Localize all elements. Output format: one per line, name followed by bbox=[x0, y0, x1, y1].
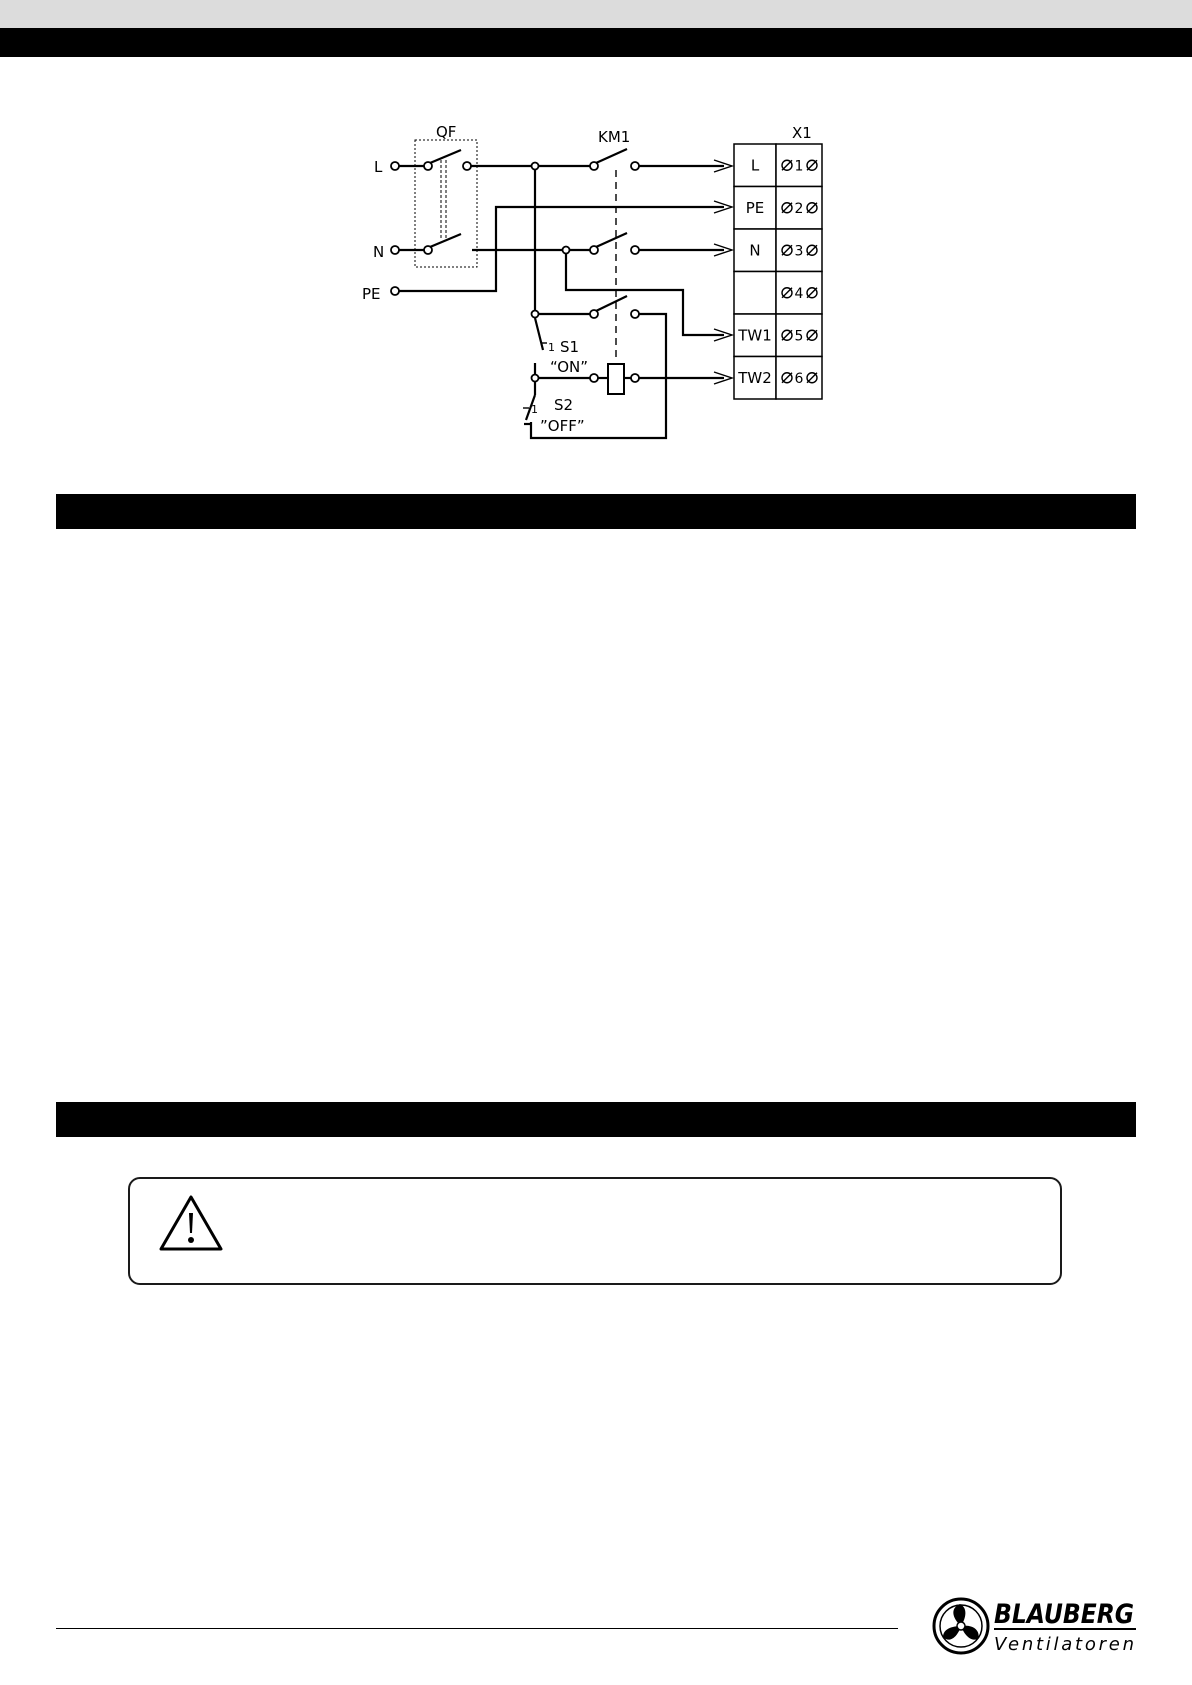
terminal-number: 6 bbox=[794, 370, 804, 387]
terminal-l-in bbox=[391, 162, 399, 170]
input-l-label: L bbox=[374, 158, 383, 176]
s1-state: “ON” bbox=[550, 358, 589, 376]
warning-triangle-icon bbox=[158, 1193, 224, 1253]
km1-label: KM1 bbox=[598, 128, 631, 146]
logo-brand: BLAUBERG bbox=[994, 1599, 1134, 1630]
s2-state: ”OFF” bbox=[540, 417, 585, 435]
qf-label: QF bbox=[436, 123, 457, 141]
terminal-number: 4 bbox=[794, 285, 804, 302]
warning-box bbox=[128, 1177, 1062, 1285]
terminal-number: 1 bbox=[794, 158, 804, 175]
footer-rule bbox=[56, 1628, 898, 1629]
terminal-number: 2 bbox=[794, 200, 804, 217]
terminal-number: 3 bbox=[794, 243, 804, 260]
s2-label: S2 bbox=[554, 396, 574, 414]
fan-logo-icon bbox=[934, 1599, 988, 1653]
section-header-bar bbox=[56, 1102, 1136, 1137]
terminal-name: PE bbox=[745, 198, 765, 217]
terminal-pe-in bbox=[391, 287, 399, 295]
input-pe-label: PE bbox=[362, 285, 381, 303]
blauberg-logo bbox=[930, 1590, 1140, 1658]
x1-label: X1 bbox=[792, 124, 812, 142]
terminal-number: 5 bbox=[794, 328, 804, 345]
terminal-name: N bbox=[749, 241, 761, 260]
logo-tagline: Ventilatoren bbox=[994, 1634, 1134, 1655]
s1-label: S1 bbox=[560, 338, 580, 356]
terminal-n-in bbox=[391, 246, 399, 254]
x1-terminal-block bbox=[734, 144, 822, 399]
s2-contact-mark: 1 bbox=[531, 403, 538, 416]
terminal-name: TW1 bbox=[738, 326, 772, 345]
terminal-name: TW2 bbox=[738, 368, 772, 387]
terminal-name: L bbox=[750, 156, 760, 175]
terminal-name-cell bbox=[734, 272, 776, 315]
section-header-bar bbox=[56, 494, 1136, 529]
s1-contact-mark: 1 bbox=[548, 341, 555, 354]
input-n-label: N bbox=[373, 243, 385, 261]
km1-coil bbox=[608, 364, 624, 394]
wiring-diagram bbox=[0, 0, 1192, 460]
